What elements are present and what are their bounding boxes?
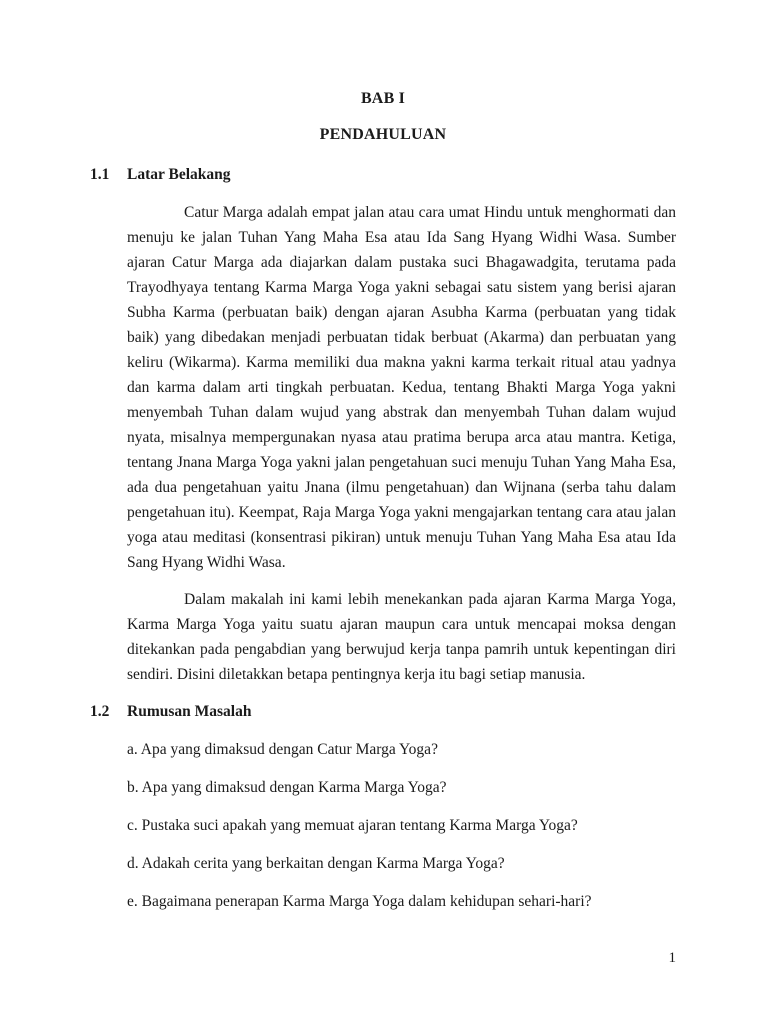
chapter-title: BAB I: [360, 90, 406, 107]
section-title: Rumusan Masalah: [127, 703, 252, 720]
section-number: 1.2: [90, 703, 110, 720]
section-number: 1.1: [90, 166, 110, 183]
chapter-subtitle: PENDAHULUAN: [319, 126, 447, 143]
question-item-c: c. Pustaka suci apakah yang memuat ajaran tentang Karma Marga Yoga?: [127, 817, 578, 834]
section-heading-latar-belakang: [90, 162, 676, 187]
question-item-a: a. Apa yang dimaksud dengan Catur Marga Yoga?: [127, 741, 438, 758]
rumusan-masalah-list: [90, 737, 676, 914]
paragraph-fokus-makalah: Dalam makalah ini kami lebih menekankan pada ajaran Karma Marga Yoga, Karma Marga Yoga yaitu suatu ajaran maupun cara untuk mencapai moksa dengan ditekankan pada pengabdian yang berwujud kerja tanpa pamrih untuk kepentingan diri sendiri. Disini diletakkan betapa pentingnya kerja itu bagi setiap manusia.: [127, 591, 676, 683]
question-item-b: b. Apa yang dimaksud dengan Karma Marga Yoga?: [127, 779, 447, 796]
question-item-e: e. Bagaimana penerapan Karma Marga Yoga dalam kehidupan sehari-hari?: [127, 893, 592, 910]
question-item-d: d. Adakah cerita yang berkaitan dengan Karma Marga Yoga?: [127, 855, 505, 872]
page-number: 1: [668, 950, 676, 966]
section-heading-rumusan-masalah: [90, 699, 676, 724]
paragraph-catur-marga: Catur Marga adalah empat jalan atau cara umat Hindu untuk menghormati dan menuju ke jalan Tuhan Yang Maha Esa atau Ida Sang Hyang Widhi Wasa. Sumber ajaran Catur Marga ada diajarkan dalam pustaka suci Bhagawadgita, terutama pada Trayodhyaya tentang Karma Marga Yoga yakni sebagai satu sistem yang berisi ajaran Subha Karma (perbuatan baik) dengan ajaran Asubha Karma (perbuatan yang tidak baik) yang dibedakan menjadi perbuatan tidak berbuat (Akarma) dan perbuatan yang keliru (Wikarma). Karma memiliki dua makna yakni karma terkait ritual atau yadnya dan karma dalam arti tingkah perbuatan. Kedua, tentang Bhakti Marga Yoga yakni menyembah Tuhan dalam wujud yang abstrak dan menyembah Tuhan dalam wujud nyata, misalnya mempergunakan nyasa atau pratima berupa arca atau mantra. Ketiga, tentang Jnana Marga Yoga yakni jalan pengetahuan suci menuju Tuhan Yang Maha Esa, ada dua pengetahuan yaitu Jnana (ilmu pengetahuan) dan Wijnana (serba tahu dalam pengetahuan itu). Keempat, Raja Marga Yoga yakni mengajarkan tentang cara atau jalan yoga atau meditasi (konsentrasi pikiran) untuk menuju Tuhan Yang Maha Esa atau Ida Sang Hyang Widhi Wasa.: [127, 204, 676, 571]
section-title: Latar Belakang: [127, 166, 231, 183]
